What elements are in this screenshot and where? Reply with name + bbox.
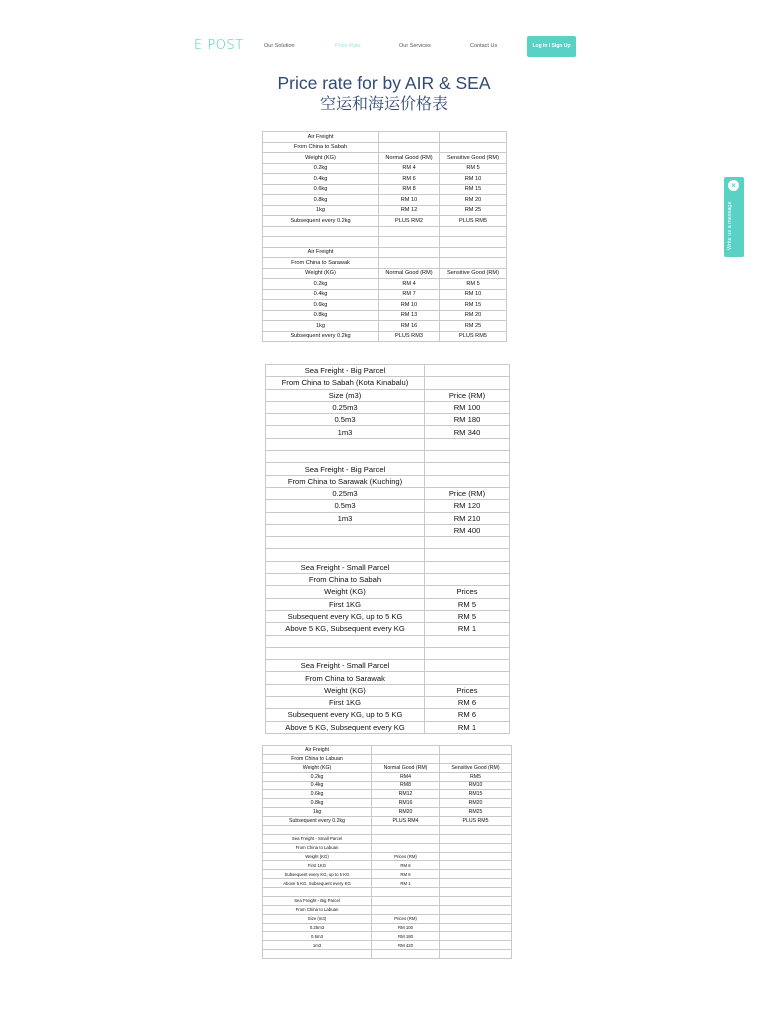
- table-cell: PLUS RM4: [372, 817, 440, 826]
- table-row: [266, 500, 510, 512]
- table-row: [266, 586, 510, 598]
- table-row: [266, 574, 510, 586]
- table-cell: Sea Freight - Big Parcel: [266, 463, 425, 475]
- table-cell: [266, 549, 425, 561]
- table-cell: Normal Good (RM): [372, 763, 440, 772]
- table-cell: Above 5 KG, Subsequent every KG: [263, 879, 372, 888]
- table-cell: Weight (KG): [263, 153, 379, 164]
- table-cell: RM 210: [425, 512, 510, 524]
- table-cell: [263, 825, 372, 834]
- table-cell: Weight (KG): [263, 852, 372, 861]
- table-cell: RM 6: [372, 870, 440, 879]
- table-cell: RM15: [440, 790, 512, 799]
- chat-tab-label: Write us a message: [727, 201, 733, 250]
- table-cell: Sensitive Good (RM): [440, 763, 512, 772]
- table-row: [263, 321, 507, 332]
- table-cell: [440, 132, 507, 143]
- table-cell: [379, 142, 440, 153]
- table-cell: From China to Sabah: [263, 142, 379, 153]
- table-row: [266, 647, 510, 659]
- table-cell: RM25: [440, 808, 512, 817]
- table-cell: RM 6: [379, 174, 440, 185]
- table-cell: RM 4: [379, 279, 440, 290]
- table-row: [263, 205, 507, 216]
- table-cell: RM 12: [379, 205, 440, 216]
- table-cell: [425, 660, 510, 672]
- table-cell: [440, 258, 507, 269]
- page-title: Price rate for by AIR & SEA: [277, 73, 491, 93]
- table-cell: 0.2kg: [263, 163, 379, 174]
- table-row: [263, 174, 507, 185]
- table-cell: [372, 888, 440, 897]
- table-cell: From China to Labuan: [263, 754, 372, 763]
- table-row: [266, 414, 510, 426]
- table-row: [266, 463, 510, 475]
- table-cell: 0.25m3: [266, 401, 425, 413]
- table-cell: [440, 142, 507, 153]
- table-cell: 0.25m3: [263, 923, 372, 932]
- table-cell: RM16: [372, 799, 440, 808]
- table-cell: [372, 905, 440, 914]
- table-cell: RM 25: [440, 205, 507, 216]
- table-row: [266, 537, 510, 549]
- table-row: [266, 610, 510, 622]
- sea-freight-table: [265, 364, 510, 734]
- table-cell: 0.25m3: [266, 487, 425, 499]
- table-cell: [425, 475, 510, 487]
- table-cell: [440, 754, 512, 763]
- page-subtitle: 空运和海运价格表: [319, 96, 448, 113]
- table-cell: RM 16: [379, 321, 440, 332]
- table-cell: [425, 463, 510, 475]
- table-cell: 0.2kg: [263, 772, 372, 781]
- table-cell: 0.6kg: [263, 300, 379, 311]
- table-cell: RM 5: [440, 279, 507, 290]
- table-cell: PLUS RM3: [379, 331, 440, 342]
- table-cell: RM 13: [379, 310, 440, 321]
- table-row: [266, 438, 510, 450]
- table-cell: Subsequent every KG, up to 5 KG: [263, 870, 372, 879]
- table-row: [263, 184, 507, 195]
- nav-our-services[interactable]: Our Services: [399, 43, 431, 49]
- table-cell: RM 8: [379, 184, 440, 195]
- table-cell: 0.6kg: [263, 184, 379, 195]
- table-cell: [440, 237, 507, 248]
- table-row: [266, 672, 510, 684]
- table-cell: [425, 635, 510, 647]
- table-row: [266, 549, 510, 561]
- table-cell: [425, 365, 510, 377]
- nav-price-rate[interactable]: Price Rate: [335, 43, 361, 49]
- logo[interactable]: E POST: [194, 38, 244, 53]
- table-row: [263, 950, 512, 959]
- table-row: [266, 377, 510, 389]
- table-cell: 1m3: [263, 941, 372, 950]
- table-cell: Prices (RM): [372, 852, 440, 861]
- table-cell: From China to Sarawak: [266, 672, 425, 684]
- table-cell: RM 6: [425, 697, 510, 709]
- table-row: [263, 834, 512, 843]
- table-cell: Sea Freight - Small Parcel: [266, 660, 425, 672]
- table-cell: [440, 896, 512, 905]
- table-row: [263, 772, 512, 781]
- login-signup-button[interactable]: Log In / Sign Up: [527, 36, 576, 57]
- table-cell: [372, 896, 440, 905]
- table-row: [266, 660, 510, 672]
- table-row: [266, 512, 510, 524]
- table-cell: [379, 258, 440, 269]
- site-header: [0, 34, 768, 60]
- table-cell: [440, 825, 512, 834]
- table-cell: [440, 932, 512, 941]
- table-cell: RM 100: [425, 401, 510, 413]
- table-row: [263, 941, 512, 950]
- table-cell: [379, 237, 440, 248]
- table-cell: RM 420: [372, 941, 440, 950]
- table-cell: RM20: [372, 808, 440, 817]
- table-row: [263, 289, 507, 300]
- table-row: [266, 561, 510, 573]
- table-row: [263, 843, 512, 852]
- table-cell: [440, 834, 512, 843]
- table-cell: Normal Good (RM): [379, 268, 440, 279]
- table-cell: Subsequent every KG, up to 5 KG: [266, 610, 425, 622]
- table-cell: 1kg: [263, 321, 379, 332]
- table-cell: [440, 914, 512, 923]
- table-cell: Sea Freight - Small Parcel: [263, 834, 372, 843]
- table-cell: Normal Good (RM): [379, 153, 440, 164]
- table-cell: 0.6kg: [263, 790, 372, 799]
- table-cell: [266, 451, 425, 463]
- table-cell: RM 1: [372, 879, 440, 888]
- table-row: [263, 163, 507, 174]
- table-row: [263, 247, 507, 258]
- table-cell: [263, 226, 379, 237]
- table-cell: Weight (KG): [263, 763, 372, 772]
- table-cell: Prices: [425, 684, 510, 696]
- table-cell: PLUS RM5: [440, 216, 507, 227]
- table-row: [263, 852, 512, 861]
- table-row: [263, 153, 507, 164]
- table-cell: Subsequent every 0.2kg: [263, 817, 372, 826]
- table-cell: Air Freight: [263, 247, 379, 258]
- table-cell: 0.4kg: [263, 289, 379, 300]
- table-cell: PLUS RM2: [379, 216, 440, 227]
- table-cell: RM 15: [440, 300, 507, 311]
- table-row: [263, 781, 512, 790]
- table-row: [266, 709, 510, 721]
- table-cell: 0.8kg: [263, 310, 379, 321]
- table-row: [266, 426, 510, 438]
- table-cell: RM 20: [440, 310, 507, 321]
- table-cell: [440, 888, 512, 897]
- table-cell: [440, 746, 512, 755]
- nav-contact-us[interactable]: Contact Us: [470, 43, 498, 49]
- table-cell: Weight (KG): [263, 268, 379, 279]
- table-cell: [379, 226, 440, 237]
- table-row: [263, 914, 512, 923]
- table-row: [266, 389, 510, 401]
- table-cell: First 1KG: [266, 598, 425, 610]
- table-cell: [372, 825, 440, 834]
- table-row: [263, 870, 512, 879]
- table-cell: PLUS RM5: [440, 817, 512, 826]
- table-cell: Sea Freight - Big Parcel: [263, 896, 372, 905]
- write-us-message-tab[interactable]: [724, 177, 744, 257]
- table-row: [263, 754, 512, 763]
- table-cell: 1kg: [263, 808, 372, 817]
- table-cell: RM4: [372, 772, 440, 781]
- table-row: [263, 142, 507, 153]
- table-cell: RM 340: [425, 426, 510, 438]
- table-row: [266, 401, 510, 413]
- table-cell: From China to Sabah (Kota Kinabalu): [266, 377, 425, 389]
- table-row: [263, 799, 512, 808]
- table-row: [263, 808, 512, 817]
- table-cell: [425, 451, 510, 463]
- table-cell: [425, 647, 510, 659]
- table-cell: RM 1: [425, 623, 510, 635]
- table-cell: RM 10: [440, 174, 507, 185]
- table-cell: Subsequent every KG, up to 5 KG: [266, 709, 425, 721]
- table-row: [263, 763, 512, 772]
- table-cell: RM 10: [379, 195, 440, 206]
- table-cell: Air Freight: [263, 132, 379, 143]
- table-cell: Sea Freight - Big Parcel: [266, 365, 425, 377]
- table-row: [266, 623, 510, 635]
- table-cell: RM 400: [425, 524, 510, 536]
- table-cell: RM12: [372, 790, 440, 799]
- table-cell: Price (RM): [425, 487, 510, 499]
- table-cell: First 1KG: [263, 861, 372, 870]
- table-cell: [266, 524, 425, 536]
- table-cell: [372, 843, 440, 852]
- table-cell: 0.2kg: [263, 279, 379, 290]
- table-cell: RM 1: [425, 721, 510, 733]
- table-row: [263, 195, 507, 206]
- table-cell: RM 4: [379, 163, 440, 174]
- table-cell: [425, 438, 510, 450]
- table-cell: RM 180: [372, 932, 440, 941]
- table-cell: RM 10: [379, 300, 440, 311]
- table-cell: [440, 923, 512, 932]
- table-cell: [440, 852, 512, 861]
- table-row: [266, 451, 510, 463]
- table-row: [263, 226, 507, 237]
- table-cell: RM 25: [440, 321, 507, 332]
- table-cell: [440, 905, 512, 914]
- table-cell: [266, 537, 425, 549]
- table-cell: [440, 870, 512, 879]
- table-cell: RM 120: [425, 500, 510, 512]
- table-cell: Sensitive Good (RM): [440, 153, 507, 164]
- table-cell: RM 15: [440, 184, 507, 195]
- table-row: [263, 905, 512, 914]
- table-cell: [263, 888, 372, 897]
- table-row: [263, 817, 512, 826]
- table-cell: [263, 950, 372, 959]
- table-cell: Subsequent every 0.2kg: [263, 216, 379, 227]
- table-cell: 1m3: [266, 426, 425, 438]
- table-cell: [440, 861, 512, 870]
- table-cell: Prices: [425, 586, 510, 598]
- table-cell: RM 5: [425, 598, 510, 610]
- table-cell: Weight (KG): [266, 684, 425, 696]
- table-cell: [440, 879, 512, 888]
- table-cell: RM 5: [425, 610, 510, 622]
- table-cell: [372, 746, 440, 755]
- table-cell: Price (RM): [425, 389, 510, 401]
- table-cell: [440, 247, 507, 258]
- table-cell: Size (m3): [266, 389, 425, 401]
- table-cell: Above 5 KG, Subsequent every KG: [266, 623, 425, 635]
- air-freight-sabah-sarawak-table: [262, 131, 507, 342]
- table-row: [266, 365, 510, 377]
- table-row: [263, 300, 507, 311]
- table-row: [266, 721, 510, 733]
- table-cell: 0.5m3: [266, 500, 425, 512]
- table-cell: Weight (KG): [266, 586, 425, 598]
- table-row: [266, 697, 510, 709]
- table-cell: [440, 226, 507, 237]
- table-cell: Sensitive Good (RM): [440, 268, 507, 279]
- table-row: [266, 475, 510, 487]
- table-cell: 0.5m3: [263, 932, 372, 941]
- table-row: [263, 825, 512, 834]
- table-row: [263, 888, 512, 897]
- table-cell: Subsequent every 0.2kg: [263, 331, 379, 342]
- table-cell: 0.4kg: [263, 781, 372, 790]
- table-cell: RM 6: [372, 861, 440, 870]
- table-cell: RM5: [440, 772, 512, 781]
- table-cell: RM20: [440, 799, 512, 808]
- close-icon[interactable]: ×: [728, 180, 739, 191]
- table-cell: From China to Labuan: [263, 905, 372, 914]
- table-cell: First 1KG: [266, 697, 425, 709]
- table-cell: [425, 377, 510, 389]
- table-cell: From China to Sarawak: [263, 258, 379, 269]
- nav-our-solution[interactable]: Our Solution: [264, 43, 295, 49]
- table-row: [263, 132, 507, 143]
- table-row: [263, 879, 512, 888]
- table-cell: [372, 950, 440, 959]
- table-cell: [372, 834, 440, 843]
- table-row: [263, 237, 507, 248]
- table-row: [266, 487, 510, 499]
- table-cell: [425, 672, 510, 684]
- labuan-rates-table: [262, 745, 512, 959]
- table-cell: Sea Freight - Small Parcel: [266, 561, 425, 573]
- table-cell: RM 20: [440, 195, 507, 206]
- table-cell: [266, 438, 425, 450]
- table-row: [263, 216, 507, 227]
- table-cell: RM8: [372, 781, 440, 790]
- table-cell: 0.8kg: [263, 195, 379, 206]
- table-row: [266, 524, 510, 536]
- table-cell: [372, 754, 440, 763]
- table-cell: 1m3: [266, 512, 425, 524]
- table-cell: RM 100: [372, 923, 440, 932]
- table-row: [263, 258, 507, 269]
- table-cell: 0.4kg: [263, 174, 379, 185]
- table-cell: RM 180: [425, 414, 510, 426]
- table-cell: From China to Labuan: [263, 843, 372, 852]
- table-row: [263, 790, 512, 799]
- table-cell: RM 6: [425, 709, 510, 721]
- table-row: [263, 923, 512, 932]
- table-cell: [379, 132, 440, 143]
- table-cell: From China to Sabah: [266, 574, 425, 586]
- table-row: [263, 861, 512, 870]
- table-cell: [440, 950, 512, 959]
- table-cell: 0.5m3: [266, 414, 425, 426]
- table-cell: Air Freight: [263, 746, 372, 755]
- table-row: [263, 279, 507, 290]
- table-cell: [425, 574, 510, 586]
- table-row: [266, 684, 510, 696]
- table-cell: PLUS RM5: [440, 331, 507, 342]
- table-row: [263, 268, 507, 279]
- table-cell: RM10: [440, 781, 512, 790]
- table-row: [266, 635, 510, 647]
- table-cell: 1kg: [263, 205, 379, 216]
- table-cell: [425, 549, 510, 561]
- table-row: [263, 746, 512, 755]
- table-row: [263, 896, 512, 905]
- table-cell: RM 5: [440, 163, 507, 174]
- table-row: [266, 598, 510, 610]
- table-cell: [425, 561, 510, 573]
- table-cell: [440, 843, 512, 852]
- table-cell: [263, 237, 379, 248]
- table-cell: [266, 647, 425, 659]
- table-row: [263, 331, 507, 342]
- table-cell: Above 5 KG, Subsequent every KG: [266, 721, 425, 733]
- table-cell: [266, 635, 425, 647]
- table-cell: [379, 247, 440, 258]
- table-cell: Prices (RM): [372, 914, 440, 923]
- table-cell: RM 10: [440, 289, 507, 300]
- table-row: [263, 310, 507, 321]
- table-cell: 0.8kg: [263, 799, 372, 808]
- table-row: [263, 932, 512, 941]
- table-cell: From China to Sarawak (Kuching): [266, 475, 425, 487]
- table-cell: Size (m3): [263, 914, 372, 923]
- table-cell: RM 7: [379, 289, 440, 300]
- table-cell: [425, 537, 510, 549]
- table-cell: [440, 941, 512, 950]
